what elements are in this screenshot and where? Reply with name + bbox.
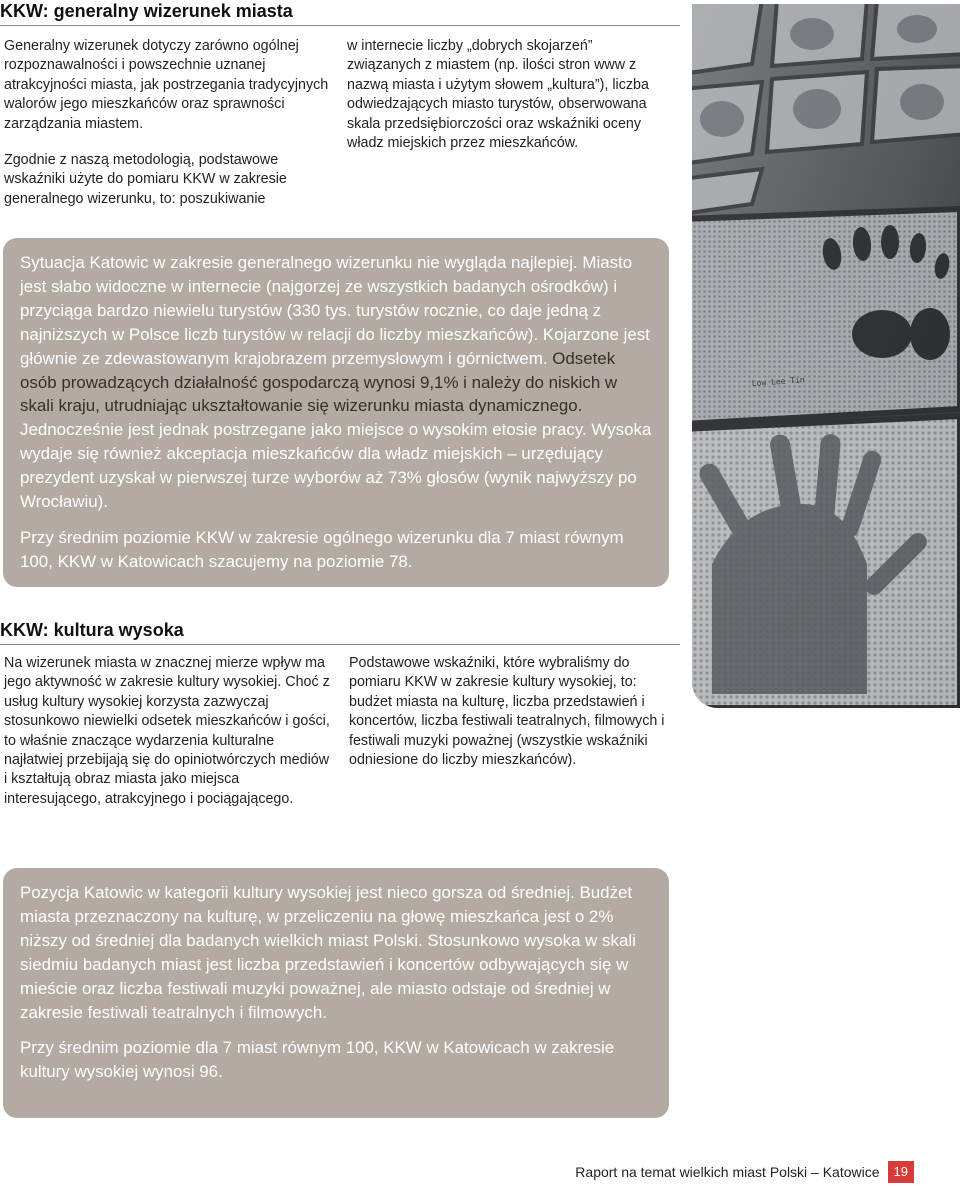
summary-paragraph [20,251,655,514]
section1-right-column [347,37,667,170]
summary-score-paragraph: Przy średnim poziomie dla 7 miast równym 100, KKW w Katowicach w zakresie kultury wysokiej wynosi 96. [20,1038,615,1082]
section1-left-column [4,37,334,226]
summary-score-paragraph: Przy średnim poziomie KKW w zakresie ogólnego wizerunku dla 7 miast równym 100, KKW w Katowicach szacujemy na poziomie 78. [20,527,624,571]
footer-text: Raport na temat wielkich miast Polski – Katowice [575,1164,880,1180]
summary-box-general-image [3,238,669,587]
summary-box-high-culture [3,868,669,1118]
paragraph: Na wizerunek miasta w znacznej mierze wpływ ma jego aktywność w zakresie kultury wysokiej. Choć z usług kultury wysokiej korzysta zazwyczaj stosunkowo niewielki odsetek mieszkańców i gości, to właśnie znaczące wydarzenia kulturalne najłatwiej przebijają się do opiniotwórczych mediów i kształtują obraz miasta jako miejsca interesującego, atrakcyjnego i pociągającego. [4,655,330,807]
tile-inscription: Low Lee Tin [751,375,805,388]
summary-text: Jednocześnie jest jednak postrzegane jako miejsce o wysokim etosie pracy. Wysoka wydaje się również akceptacja mieszkańców dla władz miejskich – urzędujący prezydent uzyskał w pierwszej turze wyborów aż 73% głosów (wynik najwyższy po Wrocławiu). [20,420,652,512]
handprint-tiles-photo [692,4,960,708]
summary-highlight-text: Odsetek osób prowadzących działalność gospodarczą wynosi 9,1% i należy do niskich w skali kraju, utrudniając ukształtowanie się wizerunku miasta dynamicznego. [20,348,618,416]
paragraph: Generalny wizerunek dotyczy zarówno ogólnej rozpoznawalności i powszechnie uznanej atrakcyjności miasta, jak postrzegania tradycyjnych walorów jego mieszkańców oraz sprawności zarządzania miastem. [4,38,329,132]
section-title-general-image: KKW: generalny wizerunek miasta [0,0,680,26]
page-number-badge: 19 [888,1161,914,1183]
section2-right-column [349,654,669,787]
summary-paragraph: Pozycja Katowic w kategorii kultury wysokiej jest nieco gorsza od średniej. Budżet miasta przeznaczony na kulturę, w przeliczeniu na głowę mieszkańca jest o 2% niższy od średniej dla badanych wielkich miast Polski. Stosunkowo wysoka w skali siedmiu badanych miast jest liczba przedstawień i koncertów odbywających się w mieście oraz liczba festiwali muzyki poważnej, ale miasto odstaje od średniej w zakresie festiwali teatralnych i filmowych. [20,883,636,1022]
paragraph: Zgodnie z naszą metodologią, podstawowe wskaźniki użyte do pomiaru KKW w zakresie generalnego wizerunku, to: poszukiwanie [4,152,287,207]
page-footer [575,1160,914,1184]
paragraph: w internecie liczby „dobrych skojarzeń” związanych z miastem (np. ilości stron www z nazwą miasta i użytym słowem „kultura”), liczba odwiedzających miasto turystów, obserwowana skala przedsiębiorczości oraz wskaźniki oceny władz miejskich przez mieszkańców. [347,38,649,152]
section-title-high-culture: KKW: kultura wysoka [0,619,680,645]
paragraph: Podstawowe wskaźniki, które wybraliśmy do pomiaru KKW w zakresie kultury wysokiej, to: budżet miasta na kulturę, liczba przedstawień i koncertów, liczba festiwali teatralnych, filmowych i festiwali muzyki poważnej (wszystkie wskaźniki odniesione do liczby mieszkańców). [349,655,665,769]
summary-text: Sytuacja Katowic w zakresie generalnego wizerunku nie wygląda najlepiej. Miasto jest słabo widoczne w internecie (najgorzej ze wszystkich badanych ośrodków) i przyciąga bardzo niewielu turystów (330 tys. turystów rocznie, co daje jedną z najniższych w Polsce liczb turystów w relacji do liczby mieszkańców). Kojarzone jest głównie ze zdewastowanym krajobrazem przemysłowym i górnictwem. [20,253,650,368]
section2-left-column [4,654,336,826]
